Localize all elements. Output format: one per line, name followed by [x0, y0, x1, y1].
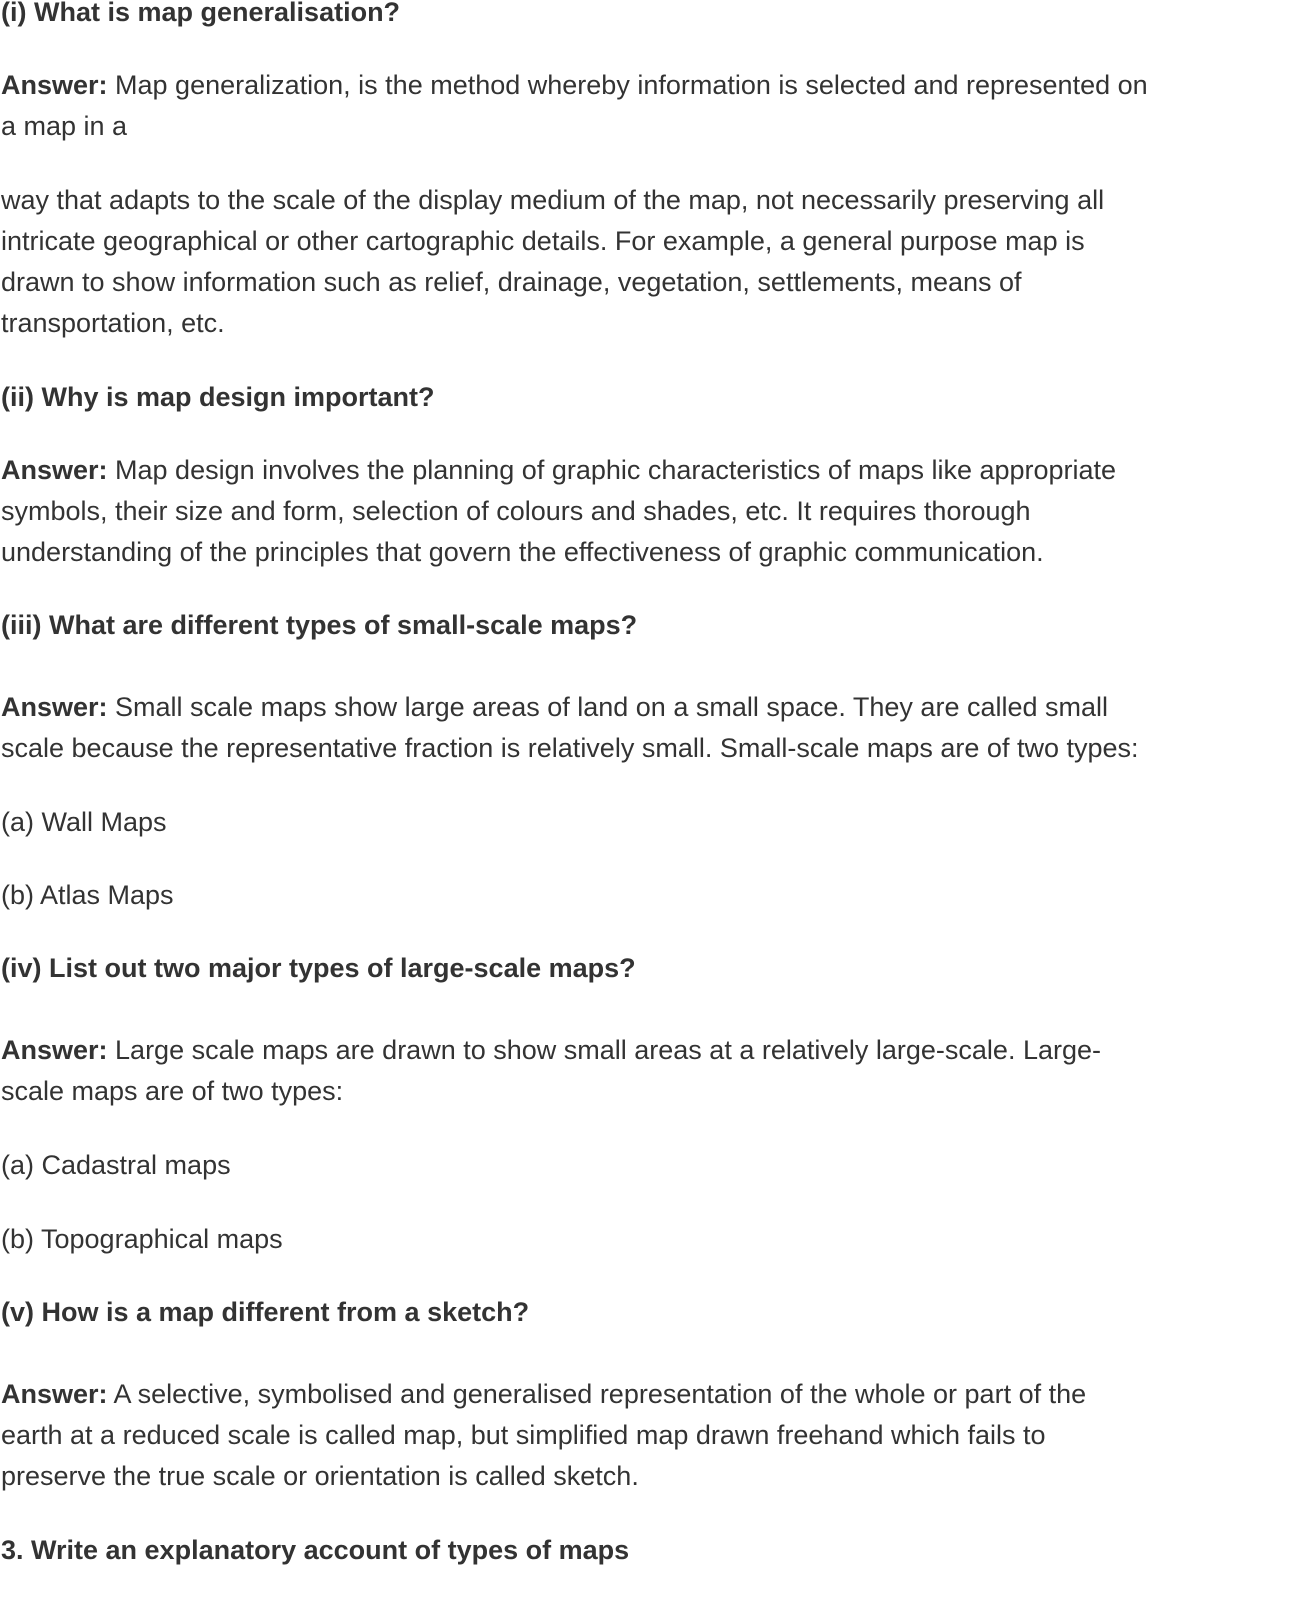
answer-text: A selective, symbolised and generalised representation of the whole or part of the	[107, 1379, 1087, 1409]
question-4-heading: (iv) List out two major types of large-scale maps?	[1, 953, 636, 983]
list-item: (b) Atlas Maps	[1, 880, 174, 910]
question-1-heading: (i) What is map generalisation?	[1, 0, 401, 27]
answer-2	[1, 450, 1295, 573]
answer-text: preserve the true scale or orientation is called sketch.	[1, 1461, 639, 1491]
answer-text: understanding of the principles that govern the effectiveness of graphic communication.	[1, 537, 1044, 567]
answer-text: Map design involves the planning of graphic characteristics of maps like appropriate	[107, 455, 1117, 485]
answer-text: scale because the representative fraction is relatively small. Small-scale maps are of two types:	[1, 733, 1139, 763]
answer-text: symbols, their size and form, selection of colours and shades, etc. It requires thorough	[1, 496, 1031, 526]
list-item: (a) Cadastral maps	[1, 1150, 231, 1180]
question-5-heading: (v) How is a map different from a sketch?	[1, 1297, 530, 1327]
section-3-heading: 3. Write an explanatory account of types of maps	[1, 1535, 630, 1565]
answer-text: a map in a	[1, 111, 128, 141]
list-item: (a) Wall Maps	[1, 807, 167, 837]
answer-text: earth at a reduced scale is called map, but simplified map drawn freehand which fails to	[1, 1420, 1046, 1450]
answer-1	[1, 65, 1295, 147]
answer-text: transportation, etc.	[1, 308, 225, 338]
answer-text: way that adapts to the scale of the display medium of the map, not necessarily preserving all	[1, 185, 1105, 215]
answer-3	[1, 687, 1295, 769]
answer-label: Answer:	[1, 1035, 108, 1065]
answer-5	[1, 1374, 1295, 1497]
answer-text: Small scale maps show large areas of land on a small space. They are called small	[107, 692, 1109, 722]
answer-1-continued	[1, 180, 1295, 344]
answer-4	[1, 1030, 1295, 1112]
question-2-heading: (ii) Why is map design important?	[1, 382, 435, 412]
question-3-heading: (iii) What are different types of small-scale maps?	[1, 610, 638, 640]
answer-label: Answer:	[1, 70, 108, 100]
answer-text: scale maps are of two types:	[1, 1076, 344, 1106]
answer-label: Answer:	[1, 1379, 108, 1409]
answer-label: Answer:	[1, 692, 108, 722]
answer-text: drawn to show information such as relief, drainage, vegetation, settlements, means of	[1, 267, 1022, 297]
answer-text: intricate geographical or other cartographic details. For example, a general purpose map is	[1, 226, 1085, 256]
list-item: (b) Topographical maps	[1, 1224, 283, 1254]
answer-label: Answer:	[1, 455, 108, 485]
answer-text: Large scale maps are drawn to show small areas at a relatively large-scale. Large-	[107, 1035, 1101, 1065]
answer-text: Map generalization, is the method whereby information is selected and represented on	[107, 70, 1148, 100]
